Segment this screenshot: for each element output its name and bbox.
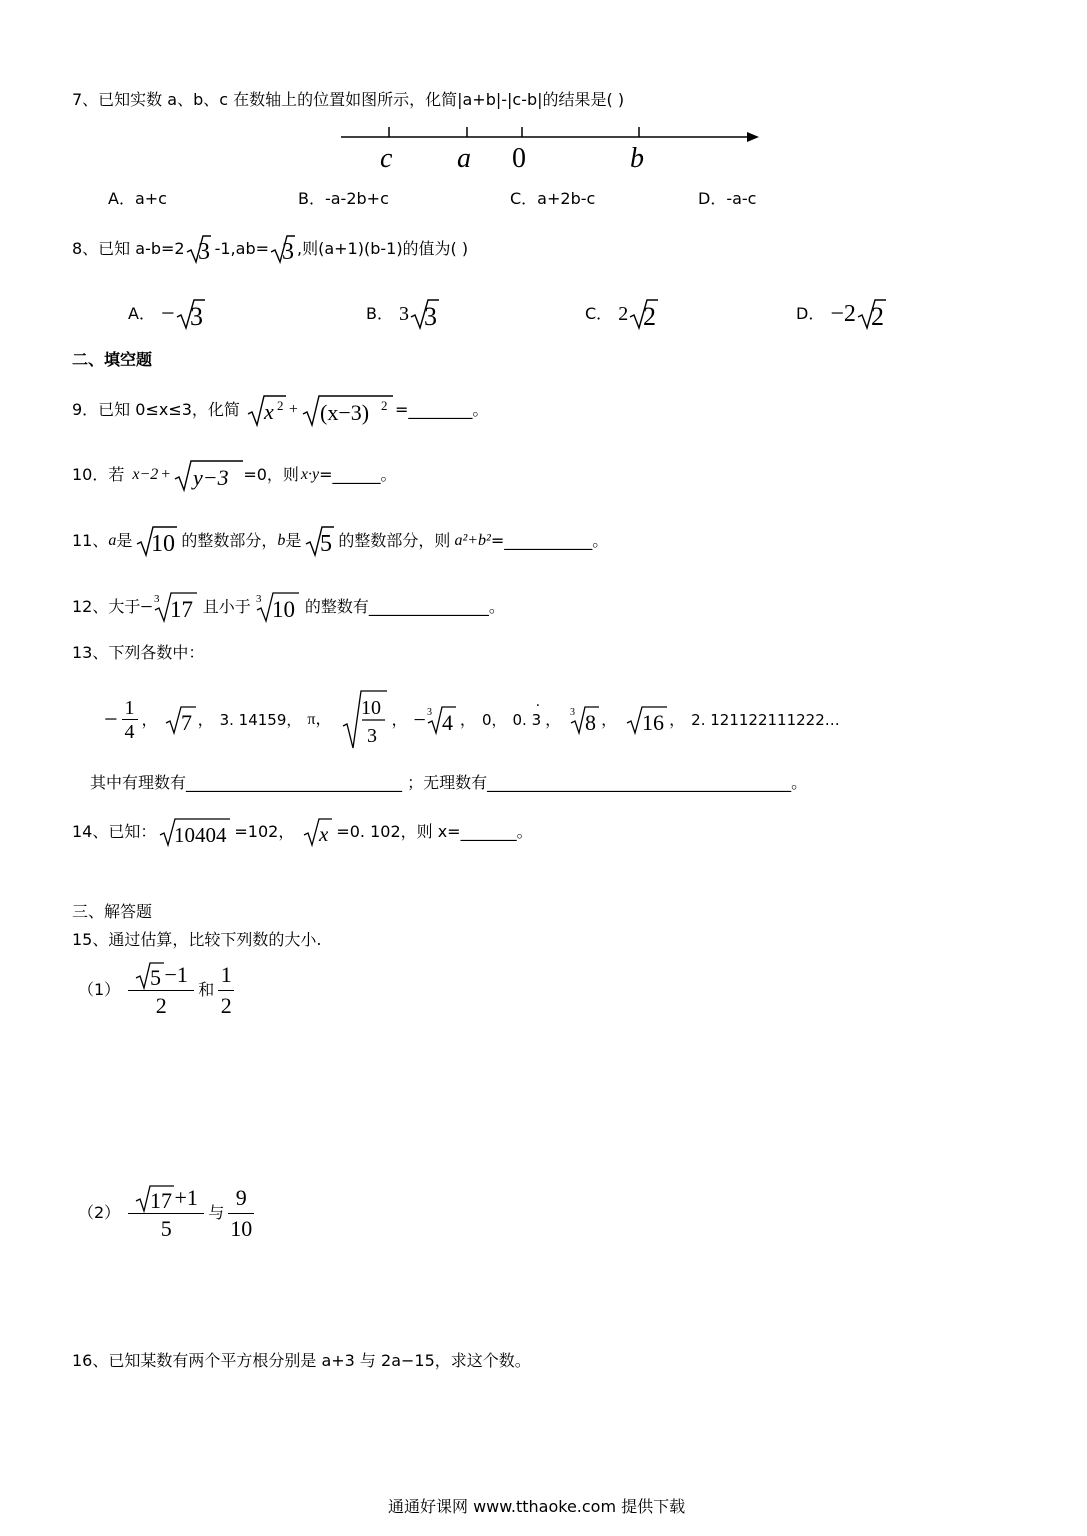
q8-option-d: D． −2 2 [796,297,886,331]
sqrt-symbol-icon [185,233,211,265]
sqrt-fraction-icon [341,688,387,752]
sqrt-symbol-icon [134,960,164,990]
q7-option-b: B．-a-2b+c [298,189,389,208]
q15-part-2: （2） 17 +1 5 与 9 10 [78,1181,254,1245]
q8-stem: 8、已知 a-b=2 3 -1,ab= 3 ,则(a+1)(b-1)的值为( ) [72,232,468,266]
label-a: a [457,143,471,174]
fraction-neg-quarter: 1 4 [122,697,138,744]
q10-question: 10．若 x−2 + y−3 =0，则 x·y =______。 [72,457,397,493]
svg-text:2: 2 [643,302,657,331]
sqrt-symbol-icon [269,233,295,265]
svg-text:7: 7 [180,710,192,735]
svg-text:3: 3 [570,707,576,718]
svg-text:10: 10 [151,531,176,557]
sqrt-symbol-icon [158,816,230,848]
q8-option-a: A． − 3 [128,297,205,331]
number-line [335,120,765,180]
q16-question: 16、已知某数有两个平方根分别是 a+3 与 2a−15，求这个数。 [72,1351,531,1370]
q9-question: 9．已知 0≤x≤3，化简 x 2 + (x−3) 2 =________。 [72,392,488,428]
q12-question: 12、大于 − 3 17 且小于 3 10 的整数有_______________。 [72,590,505,624]
svg-text:y−3: y−3 [193,465,229,490]
q11-question: 11、 a 是 10 的整数部分， b 是 5 的整数部分，则 a²+b² =___________。 [72,524,608,558]
sqrt-symbol-icon [856,297,886,331]
sqrt-symbol-icon [304,524,334,558]
svg-text:5: 5 [320,531,333,557]
svg-text:3: 3 [189,302,203,331]
section-3-heading: 三、解答题 [72,902,153,921]
sqrt-symbol-icon [409,297,439,331]
label-c: c [380,143,393,174]
fraction-sqrt5-minus-1-over-2: 5 −1 2 [128,960,194,1021]
q7-option-a: A．a+c [108,189,167,208]
repeating-decimal: 0. 3 · [512,698,542,729]
footer-source: 通通好课网 www.tthaoke.com 提供下载 [388,1497,686,1516]
svg-text:3: 3 [282,239,294,265]
q13-number-list: − 1 4 ， 7 ， 3. 14159， π， 10 3 ， − 3 4 ， 0， 0. 3 · ， 3 8 ， 16 ， 2. 121122111222… [104,688,840,752]
sqrt-symbol-icon [628,297,658,331]
svg-text:10404: 10404 [174,823,227,847]
section-2-heading: 二、填空题 [72,350,153,369]
q15-part-1: （1） 5 −1 2 和 1 2 [78,958,234,1022]
q8-option-b: B． 3 3 [366,297,439,331]
label-b: b [630,143,644,174]
svg-text:3: 3 [197,239,210,265]
cube-root-icon [569,704,599,736]
svg-text:5: 5 [150,964,162,990]
svg-text:2: 2 [380,398,388,413]
sqrt-symbol-icon [175,297,205,331]
svg-text:3: 3 [423,302,437,331]
sqrt-symbol-icon [625,704,667,736]
q8-option-c: C． 2 2 [585,297,658,331]
svg-text:(x−3): (x−3) [319,400,370,425]
svg-text:16: 16 [642,710,665,735]
sqrt-symbol-icon [301,392,393,428]
svg-text:10: 10 [271,597,295,622]
sqrt-symbol-icon [135,524,177,558]
svg-text:17: 17 [169,597,193,622]
label-zero: 0 [512,143,526,174]
cube-root-icon [255,590,299,624]
q7-option-c: C．a+2b-c [510,189,596,208]
svg-text:3: 3 [367,725,378,747]
svg-text:10: 10 [361,697,382,719]
q15-stem: 15、通过估算，比较下列数的大小. [72,930,322,949]
q14-question: 14、已知： 10404 =102， x =0. 102，则 x=_______。 [72,815,533,849]
svg-text:2: 2 [276,398,284,413]
sqrt-symbol-icon [173,457,243,493]
svg-text:x: x [263,399,274,424]
q13-stem: 13、下列各数中： [72,643,205,662]
q7-stem: 7、已知实数 a、b、c 在数轴上的位置如图所示，化简|a+b|-|c-b|的结果是( ) [72,90,625,109]
svg-text:4: 4 [441,710,453,735]
fraction-nine-tenths: 9 10 [230,1184,253,1241]
svg-text:3: 3 [153,593,160,605]
fraction-sqrt17-plus-1-over-5: 17 +1 5 [128,1183,204,1244]
sqrt-symbol-icon [164,704,196,736]
fraction-one-half: 1 2 [218,960,234,1021]
cube-root-icon [153,590,197,624]
q13-answer-line: 其中有理数有___________________________ ；无理数有______________________________________。 [90,773,808,792]
svg-text:8: 8 [585,710,597,735]
svg-text:2: 2 [870,302,884,331]
sqrt-symbol-icon [246,392,286,428]
cube-root-icon [426,704,456,736]
number-line-arrow [747,132,759,142]
svg-text:3: 3 [255,593,262,605]
sqrt-symbol-icon [302,816,332,848]
sqrt-symbol-icon [134,1183,174,1213]
svg-text:3: 3 [426,707,432,718]
svg-text:17: 17 [150,1187,173,1213]
q7-option-d: D．-a-c [698,189,757,208]
svg-text:x: x [319,822,329,846]
